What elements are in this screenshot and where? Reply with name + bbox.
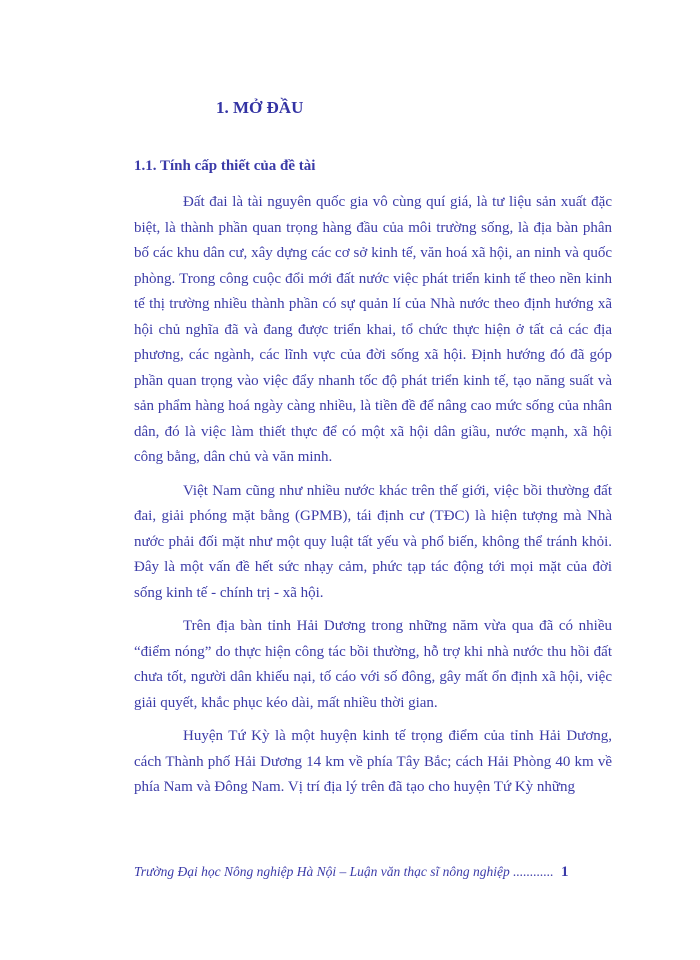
body-text	[134, 190, 612, 809]
page-footer	[134, 864, 614, 881]
paragraph: Trên địa bàn tỉnh Hải Dương trong những năm vừa qua đã có nhiều “điểm nóng” do thực hiện công tác bồi thường, hỗ trợ khi nhà nước thu hồi đất chưa tốt, người dân khiếu nại, tố cáo với số đông, gây mất ổn định xã hội, việc giải quyết, khắc phục kéo dài, mất nhiều thời gian.	[134, 618, 612, 711]
paragraph: Việt Nam cũng như nhiều nước khác trên thế giới, việc bồi thường đất đai, giải phóng mặt bằng (GPMB), tái định cư (TĐC) là hiện tượng mà Nhà nước phải đối mặt như một quy luật tất yếu và phổ biến, không thể tránh khỏi. Đây là một vấn đề hết sức nhạy cảm, phức tạp tác động tới mọi mặt của đời sống kinh tế - chính trị - xã hội.	[134, 482, 612, 601]
page-number: 1	[560, 864, 569, 880]
paragraph: Đất đai là tài nguyên quốc gia vô cùng quí giá, là tư liệu sản xuất đặc biệt, là thành phần quan trọng hàng đầu của môi trường sống, là địa bàn phân bố các khu dân cư, xây dựng các cơ sở kinh tế, văn hoá xã hội, an ninh và quốc phòng. Trong công cuộc đổi mới đất nước việc phát triển kinh tế theo nền kinh tế thị trường nhiều thành phần có sự quản lí của Nhà nước theo định hướng xã hội chủ nghĩa đã và đang được triển khai, tổ chức thực hiện ở tất cả các địa phương, các ngành, các lĩnh vực của đời sống xã hội. Định hướng đó đã góp phần quan trọng vào việc đẩy nhanh tốc độ phát triển kinh tế, tạo năng suất và sản phẩm hàng hoá ngày càng nhiều, là tiền đề để nâng cao mức sống của nhân dân, đó là việc làm thiết thực để có một xã hội dân giầu, nước mạnh, xã hội công bằng, dân chủ và văn minh.	[134, 194, 612, 465]
paragraph: Huyện Tứ Kỳ là một huyện kinh tế trọng điểm của tỉnh Hải Dương, cách Thành phố Hải Dương 14 km về phía Tây Bắc; cách Hải Phòng 40 km về phía Nam và Đông Nam. Vị trí địa lý trên đã tạo cho huyện Tứ Kỳ những	[134, 728, 612, 795]
chapter-title: 1. MỞ ĐẦU	[216, 98, 304, 117]
section-title: 1.1. Tính cấp thiết của đề tài	[134, 158, 316, 174]
footer-text: Trường Đại học Nông nghiệp Hà Nội – Luận văn thạc sĩ nông nghiệp ............	[134, 864, 554, 879]
